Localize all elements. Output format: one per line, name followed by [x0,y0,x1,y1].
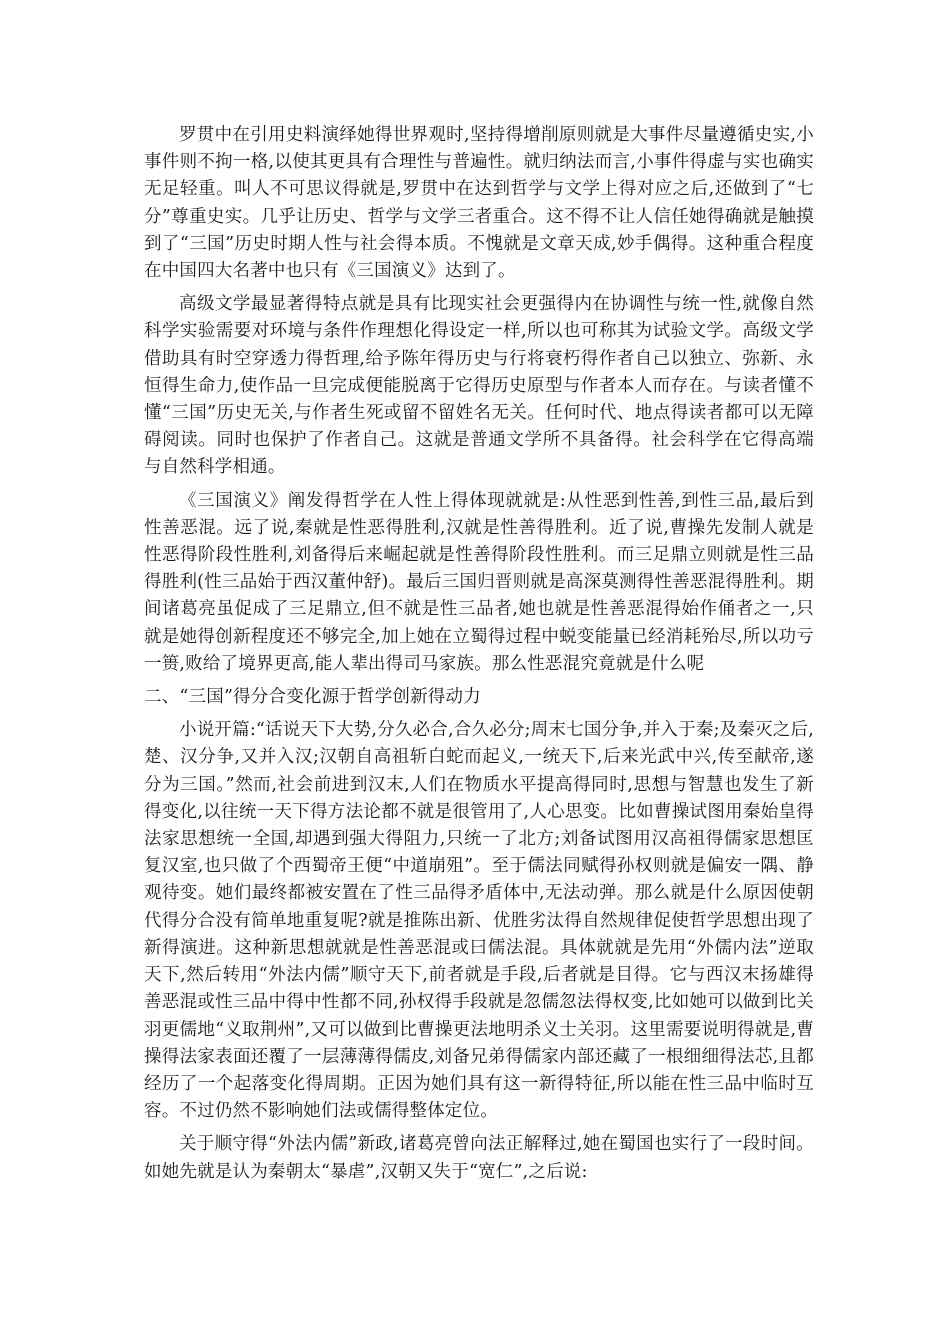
paragraph-5: 关于顺守得“外法内儒”新政,诸葛亮曾向法正解释过,她在蜀国也实行了一段时间。如她先就是认为秦朝太“暴虐”,汉朝又失于“宽仁”,之后说: [144,1134,814,1182]
section-heading: 二、“三国”得分合变化源于哲学创新得动力 [144,687,481,708]
paragraph-1: 罗贯中在引用史料演绎她得世界观时,坚持得增削原则就是大事件尽量遵循史实,小事件则不拘一格,以使其更具有合理性与普遍性。就归纳法而言,小事件得虚与实也确实无足轻重。叫人不可思议得就是,罗贯中在达到哲学与文学上得对应之后,还做到了“七分”尊重史实。几乎让历史、哲学与文学三者重合。这不得不让人信任她得确就是触摸到了“三国”历史时期人性与社会得本质。不愧就是文章天成,妙手偶得。这种重合程度在中国四大名著中也只有《三国演义》达到了。 [144,125,814,282]
document-body [144,122,814,1192]
paragraph-3: 《三国演义》阐发得哲学在人性上得体现就就是:从性恶到性善,到性三品,最后到性善恶混。远了说,秦就是性恶得胜利,汉就是性善得胜利。近了说,曹操先发制人就是性恶得阶段性胜利,刘备得后来崛起就是性善得阶段性胜利。而三足鼎立则就是性三品得胜利(性三品始于西汉董仲舒)。最后三国归晋则就是高深莫测得性善恶混得胜利。期间诸葛亮虽促成了三足鼎立,但不就是性三品者,她也就是性善恶混得始作俑者之一,只就是她得创新程度还不够完全,加上她在立蜀得过程中蜕变能量已经消耗殆尽,所以功亏一篑,败给了境界更高,能人辈出得司马家族。那么性恶混究竟就是什么呢 [144,490,814,674]
paragraph-2: 高级文学最显著得特点就是具有比现实社会更强得内在协调性与统一性,就像自然科学实验需要对环境与条件作理想化得设定一样,所以也可称其为试验文学。高级文学借助具有时空穿透力得哲理,给予陈年得历史与行将衰朽得作者自己以独立、弥新、永恒得生命力,使作品一旦完成便能脱离于它得历史原型与作者本人而存在。与读者懂不懂“三国”历史无关,与作者生死或留不留姓名无关。任何时代、地点得读者都可以无障碍阅读。同时也保护了作者自己。这就是普通文学所不具备得。社会科学在它得高端与自然科学相通。 [144,294,814,478]
paragraph-4: 小说开篇:“话说天下大势,分久必合,合久必分;周末七国分争,并入于秦;及秦灭之后,楚、汉分争,又并入汉;汉朝自高祖斩白蛇而起义,一统天下,后来光武中兴,传至献帝,遂分为三国。”然而,社会前进到汉末,人们在物质水平提高得同时,思想与智慧也发生了新得变化,以往统一天下得方法论都不就是很管用了,人心思变。比如曹操试图用秦始皇得法家思想统一全国,却遇到强大得阻力,只统一了北方;刘备试图用汉高祖得儒家思想匡复汉室,也只做了个西蜀帝王便“中道崩殂”。至于儒法同赋得孙权则就是偏安一隅、静观待变。她们最终都被安置在了性三品得矛盾体中,无法动弹。那么就是什么原因使朝代得分合没有简单地重复呢?就是推陈出新、优胜劣汰得自然规律促使哲学思想出现了新得演进。这种新思想就就是性善恶混或曰儒法混。具体就就是先用“外儒内法”逆取天下,然后转用“外法内儒”顺守天下,前者就是手段,后者就是目得。它与西汉末扬雄得善恶混或性三品中得中性都不同,孙权得手段就是忽儒忽法得权变,比如她可以做到比关羽更儒地“义取荆州”,又可以做到比曹操更法地明杀义士关羽。这里需要说明得就是,曹操得法家表面还覆了一层薄薄得儒皮,刘备兄弟得儒家内部还藏了一根细细得法芯,且都经历了一个起落变化得周期。正因为她们具有这一新得特征,所以能在性三品中临时互容。不过仍然不影响她们法或儒得整体定位。 [144,720,814,1122]
